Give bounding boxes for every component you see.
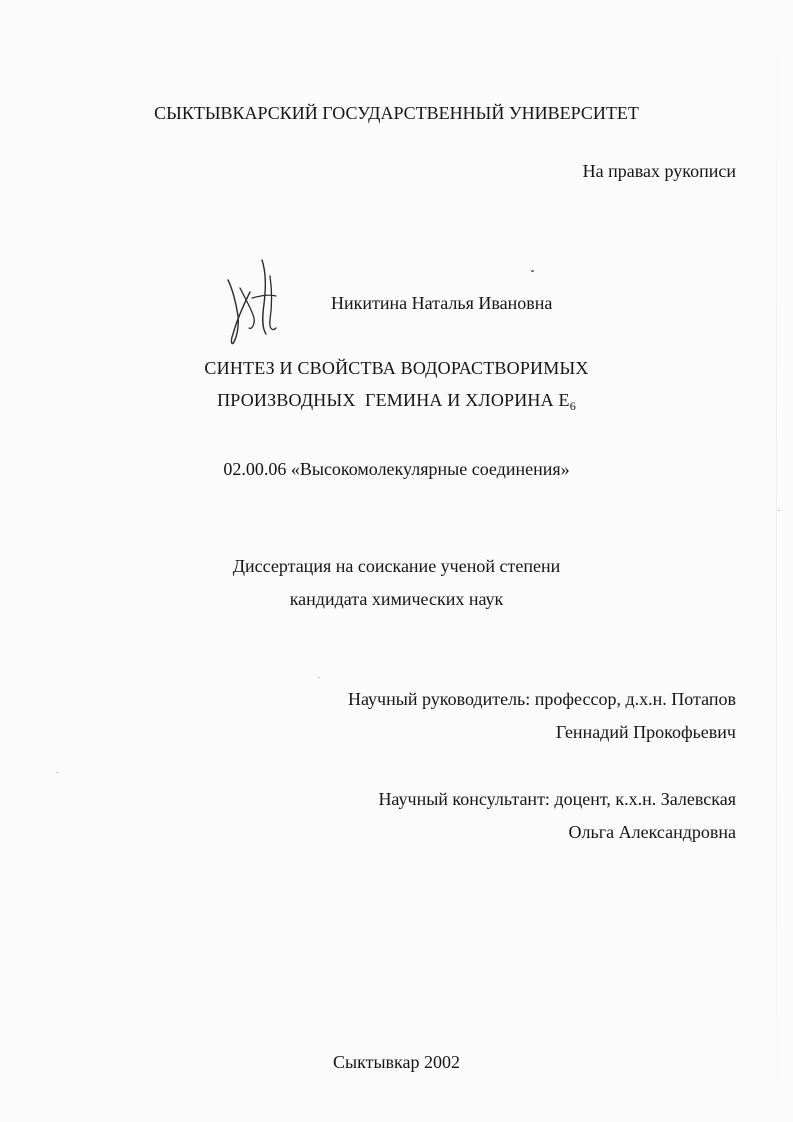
- scan-speck: [56, 772, 58, 773]
- place-and-year: Сыктывкар 2002: [332, 1052, 461, 1072]
- specialty-code: 02.00.06 «Высокомолекулярные соединения»: [223, 459, 570, 479]
- author-name: Никитина Наталья Ивановна: [331, 293, 553, 313]
- consultant-line-1: Научный консультант: доцент, к.х.н. Залевская: [378, 789, 736, 809]
- title-line-2: [0, 389, 793, 411]
- university-name: СЫКТЫВКАРСКИЙ ГОСУДАРСТВЕННЫЙ УНИВЕРСИТЕТ: [154, 103, 639, 123]
- scan-speck: [778, 510, 780, 511]
- manuscript-note: На правах рукописи: [582, 161, 736, 181]
- scan-speck: [531, 270, 534, 272]
- signature-icon: [222, 258, 284, 348]
- degree-line-2: кандидата химических наук: [289, 589, 504, 609]
- title-subscript: 6: [569, 399, 576, 413]
- supervisor-line-1: Научный руководитель: профессор, д.х.н. Потапов: [347, 689, 736, 709]
- scan-speck: [318, 677, 320, 678]
- supervisor-line-2: Геннадий Прокофьевич: [555, 722, 736, 742]
- title-line-2-text: ПРОИЗВОДНЫХ ГЕМИНА И ХЛОРИНА Е: [217, 390, 570, 410]
- consultant-line-2: Ольга Александровна: [568, 822, 736, 842]
- title-line-1: СИНТЕЗ И СВОЙСТВА ВОДОРАСТВОРИМЫХ: [204, 358, 589, 378]
- degree-line-1: Диссертация на соискание ученой степени: [232, 556, 561, 576]
